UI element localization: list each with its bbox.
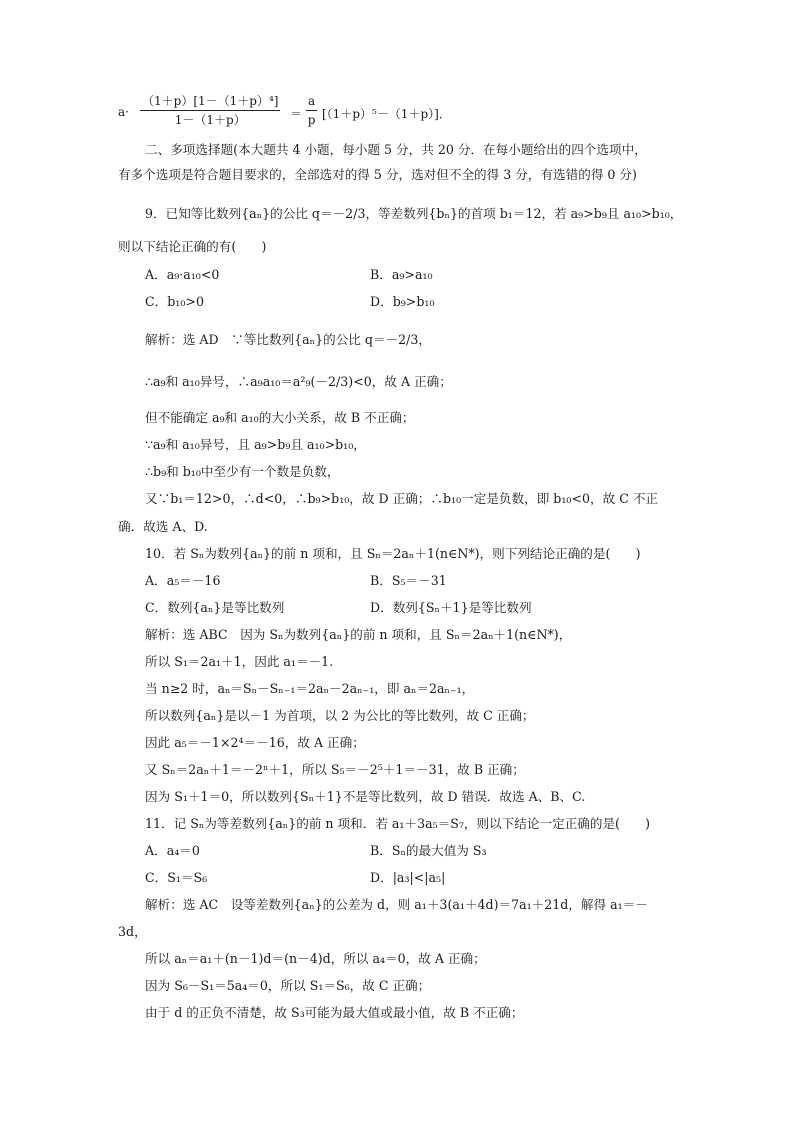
- q9-stem-line-2: 则以下结论正确的有( ): [118, 239, 267, 254]
- q9-solution-line-6: 又∵b₁＝12>0，∴d<0，∴b₉>b₁₀，故 D 正确；∴b₁₀一定是负数，即 b₁₀<0，故 C 不正: [145, 491, 659, 506]
- formula-equals: ＝: [290, 107, 303, 121]
- formula-lead: a·: [118, 105, 129, 119]
- q10-solution-line-3: 当 n≥2 时，aₙ＝Sₙ－Sₙ₋₁＝2aₙ－2aₙ₋₁，即 aₙ＝2aₙ₋₁，: [145, 681, 475, 696]
- q11-solution-line-5: 由于 d 的正负不清楚，故 S₃可能为最大值或最小值，故 B 不正确；: [145, 1005, 524, 1020]
- formula-fraction-2: [306, 93, 317, 128]
- q11-solution-line-2: 3d，: [118, 924, 147, 939]
- q11-solution-line-1: 解析：选 AC 设等差数列{aₙ}的公差为 d，则 a₁＋3(a₁＋4d)＝7a₁＋21d，解得 a₁＝－: [145, 897, 648, 912]
- q9-option-c: C．b₁₀>0: [145, 294, 204, 309]
- fraction-2-denominator: p: [307, 113, 316, 127]
- q11-solution-line-3: 所以 aₙ＝a₁＋(n－1)d＝(n－4)d，所以 a₄＝0，故 A 正确；: [145, 951, 486, 966]
- q11-stem: 11．记 Sₙ为等差数列{aₙ}的前 n 项和．若 a₁＋3a₅＝S₇，则以下结论一定正确的是( ): [145, 816, 651, 831]
- q10-stem: 10．若 Sₙ为数列{aₙ}的前 n 项和，且 Sₙ＝2aₙ＋1(n∈N*)，则下列结论正确的是( ): [145, 546, 641, 561]
- q9-option-d: D．b₉>b₁₀: [370, 294, 435, 309]
- q11-solution-line-4: 因为 S₆－S₁＝5a₄＝0，所以 S₁＝S₆，故 C 正确；: [145, 978, 431, 993]
- q9-solution-line-7: 确．故选 A、D.: [118, 519, 208, 534]
- q10-option-c: C．数列{aₙ}是等比数列: [145, 600, 285, 615]
- q9-stem-line-1: 9．已知等比数列{aₙ}的公比 q＝－2/3，等差数列{bₙ}的首项 b₁＝12，若 a₉>b₉且 a₁₀>b₁₀，: [145, 206, 683, 221]
- q9-option-b: B．a₉>a₁₀: [370, 267, 433, 282]
- q10-solution-line-2: 所以 S₁＝2a₁＋1，因此 a₁＝－1.: [145, 654, 334, 669]
- q10-solution-line-6: 又 Sₙ＝2aₙ＋1＝－2ⁿ＋1，所以 S₅＝－2⁵＋1＝－31，故 B 正确；: [145, 762, 525, 777]
- q10-option-d: D．数列{Sₙ＋1}是等比数列: [370, 600, 532, 615]
- formula-fraction-1: [140, 93, 280, 128]
- formula-tail: [（1＋p）⁵－（1＋p）]．: [322, 107, 451, 121]
- q9-solution-line-5: ∴b₉和 b₁₀中至少有一个数是负数，: [145, 464, 340, 479]
- q9-solution-line-2: ∴a₉和 a₁₀异号，∴a₉a₁₀＝a²₉(－2/3)<0，故 A 正确；: [145, 374, 452, 389]
- fraction-1-denominator: 1－（1＋p）: [174, 113, 246, 127]
- q11-option-d: D．|a₃|<|a₅|: [370, 870, 446, 885]
- q9-solution-line-1: 解析：选 AD ∵等比数列{aₙ}的公比 q＝－2/3，: [145, 332, 432, 347]
- q10-solution-line-1: 解析：选 ABC 因为 Sₙ为数列{aₙ}的前 n 项和，且 Sₙ＝2aₙ＋1(n∈N*)，: [145, 627, 572, 642]
- q10-option-a: A．a₅＝－16: [145, 573, 221, 588]
- q9-option-a: A．a₉·a₁₀<0: [145, 267, 220, 282]
- formula-line: [118, 93, 678, 135]
- section-heading-line-1: 二、多项选择题(本大题共 4 小题，每小题 5 分，共 20 分．在每小题给出的四个选项中，: [145, 142, 647, 157]
- q10-solution-line-5: 因此 a₅＝－1×2⁴＝－16，故 A 正确；: [145, 735, 365, 750]
- fraction-2-numerator: a: [306, 93, 317, 111]
- q9-solution-line-3: 但不能确定 a₉和 a₁₀的大小关系，故 B 不正确；: [145, 410, 415, 425]
- q11-option-b: B．Sₙ的最大值为 S₃: [370, 843, 487, 858]
- fraction-1-numerator: （1＋p）[1－（1＋p）⁴]: [140, 93, 280, 111]
- q10-solution-line-7: 因为 S₁＋1＝0，所以数列{Sₙ＋1}不是等比数列，故 D 错误．故选 A、B、C.: [145, 789, 586, 804]
- q10-option-b: B．S₅＝－31: [370, 573, 447, 588]
- q11-option-a: A．a₄＝0: [145, 843, 200, 858]
- q10-solution-line-4: 所以数列{aₙ}是以－1 为首项，以 2 为公比的等比数列，故 C 正确；: [145, 708, 535, 723]
- section-heading-line-2: 有多个选项是符合题目要求的，全部选对的得 5 分，选对但不全的得 3 分，有选错的得 0 分): [118, 167, 637, 182]
- q11-option-c: C．S₁＝S₆: [145, 870, 208, 885]
- q9-solution-line-4: ∵a₉和 a₁₀异号，且 a₉>b₉且 a₁₀>b₁₀，: [145, 437, 366, 452]
